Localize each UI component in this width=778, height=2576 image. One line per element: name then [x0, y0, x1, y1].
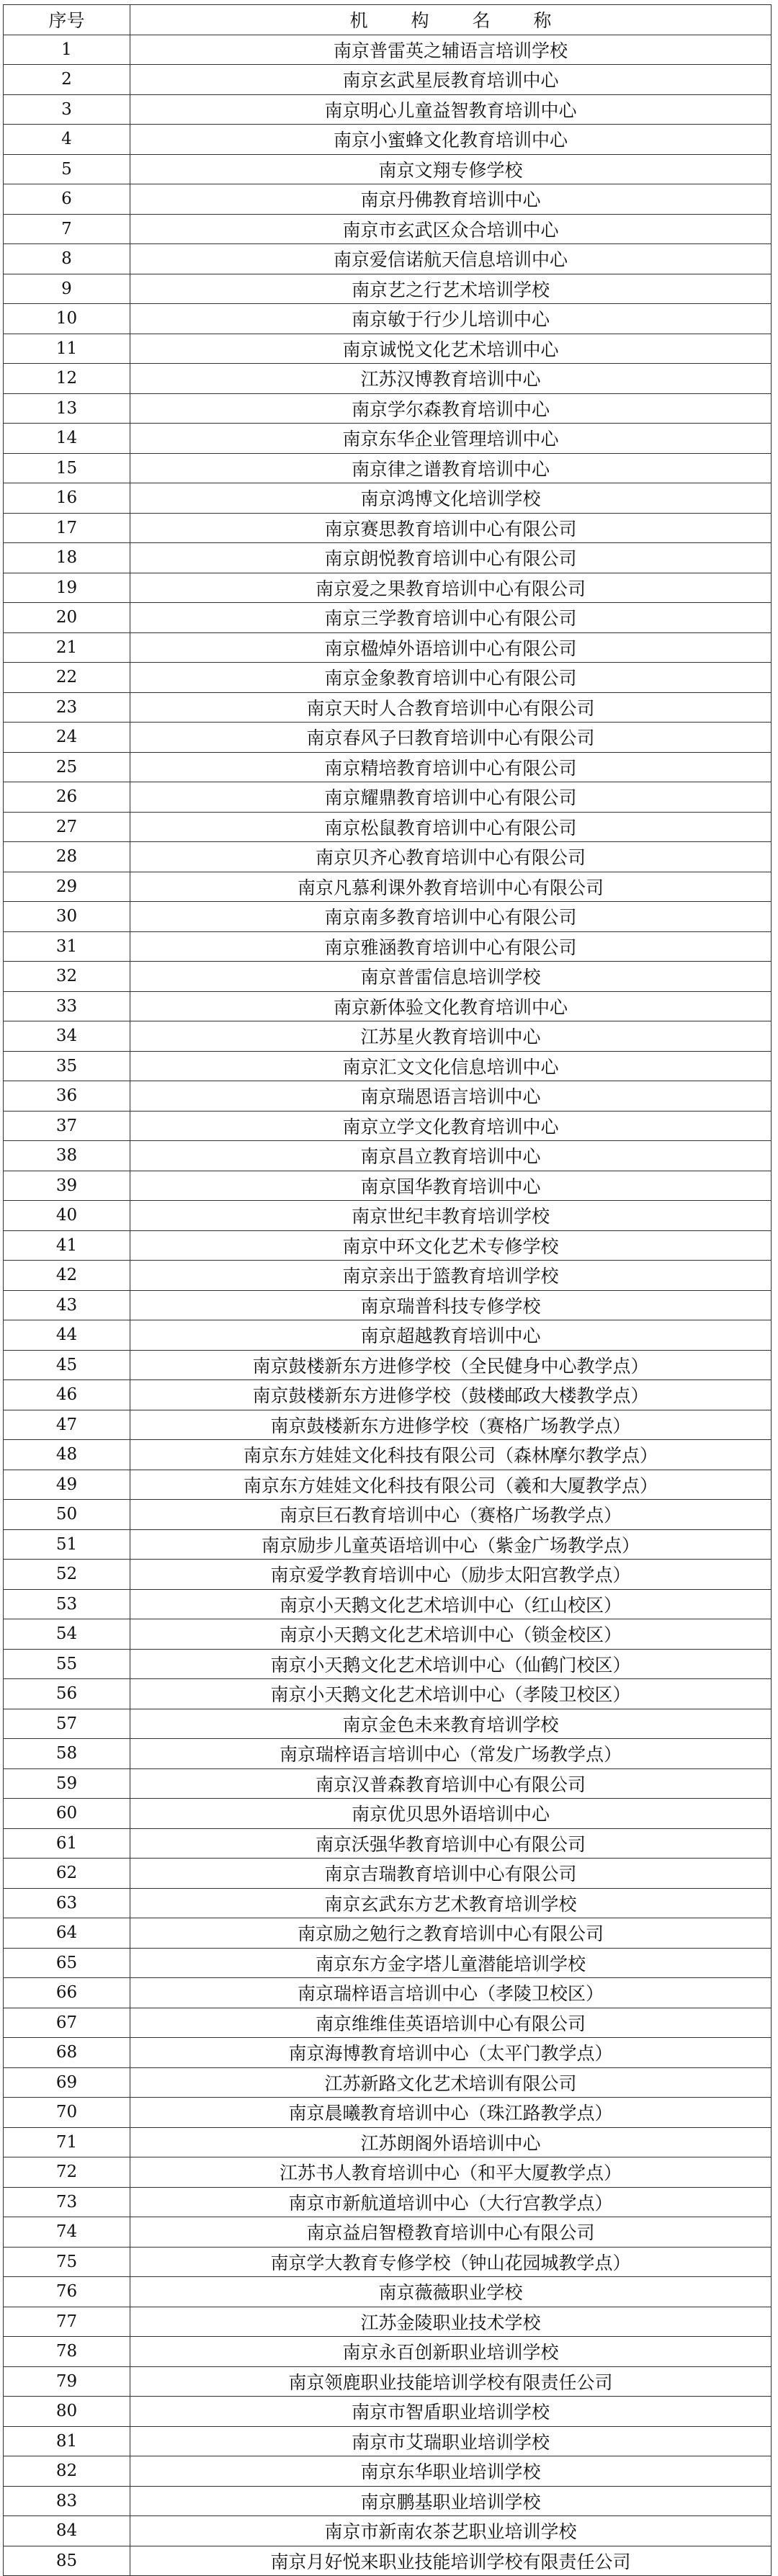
row-index: 37: [4, 1111, 130, 1141]
row-index: 7: [4, 214, 130, 244]
table-row: [4, 2157, 772, 2188]
row-institution-name: 南京海博教育培训中心（太平门教学点）: [130, 2038, 772, 2068]
table-row: [4, 2337, 772, 2367]
table-row: [4, 1500, 772, 1530]
row-index: 41: [4, 1230, 130, 1261]
row-institution-name: 南京东华职业培训学校: [130, 2456, 772, 2487]
table-row: [4, 2067, 772, 2098]
row-index: 39: [4, 1171, 130, 1201]
row-index: 68: [4, 2038, 130, 2068]
table-row: [4, 842, 772, 872]
row-institution-name: 南京东方娃娃文化科技有限公司（森林摩尔教学点）: [130, 1440, 772, 1470]
table-row: [4, 2038, 772, 2068]
table-row: [4, 1978, 772, 2008]
table-row: [4, 2456, 772, 2487]
institution-table: [3, 4, 772, 2576]
table-row: [4, 274, 772, 304]
row-index: 57: [4, 1709, 130, 1739]
row-institution-name: 南京新体验文化教育培训中心: [130, 991, 772, 1021]
table-row: [4, 1230, 772, 1261]
row-institution-name: 南京市新南农茶艺职业培训学校: [130, 2516, 772, 2546]
row-institution-name: 南京律之谱教育培训中心: [130, 453, 772, 483]
row-institution-name: 南京玄武星辰教育培训中心: [130, 65, 772, 95]
row-index: 58: [4, 1739, 130, 1769]
row-institution-name: 南京中环文化艺术专修学校: [130, 1230, 772, 1261]
row-index: 63: [4, 1888, 130, 1918]
row-index: 85: [4, 2546, 130, 2576]
table-row: [4, 424, 772, 454]
row-index: 14: [4, 424, 130, 454]
row-institution-name: 南京赛思教育培训中心有限公司: [130, 513, 772, 543]
row-index: 40: [4, 1201, 130, 1231]
row-index: 70: [4, 2098, 130, 2128]
row-index: 76: [4, 2277, 130, 2307]
row-index: 38: [4, 1141, 130, 1171]
row-institution-name: 南京市智盾职业培训学校: [130, 2397, 772, 2427]
table-row: [4, 2307, 772, 2337]
row-index: 6: [4, 184, 130, 215]
row-institution-name: 南京鼓楼新东方进修学校（鼓楼邮政大楼教学点）: [130, 1380, 772, 1410]
row-institution-name: 南京小蜜蜂文化教育培训中心: [130, 125, 772, 155]
table-row: [4, 692, 772, 723]
table-row: [4, 1739, 772, 1769]
row-institution-name: 南京精培教育培训中心有限公司: [130, 752, 772, 782]
row-index: 64: [4, 1918, 130, 1949]
row-institution-name: 南京学尔森教育培训中心: [130, 393, 772, 424]
row-index: 65: [4, 1948, 130, 1978]
row-institution-name: 南京雅涵教育培训中心有限公司: [130, 931, 772, 962]
row-index: 21: [4, 632, 130, 663]
table-row: [4, 513, 772, 543]
table-row: [4, 663, 772, 693]
row-institution-name: 南京昌立教育培训中心: [130, 1141, 772, 1171]
table-row: [4, 1679, 772, 1709]
table-row: [4, 1290, 772, 1320]
row-index: 32: [4, 962, 130, 992]
table-row: [4, 1619, 772, 1650]
row-institution-name: 南京吉瑞教育培训中心有限公司: [130, 1859, 772, 1889]
table-row: [4, 991, 772, 1021]
row-index: 83: [4, 2486, 130, 2516]
row-institution-name: 南京朗悦教育培训中心有限公司: [130, 543, 772, 573]
row-institution-name: 南京鸿博文化培训学校: [130, 483, 772, 514]
header-index: 序号: [4, 5, 130, 35]
row-index: 79: [4, 2366, 130, 2397]
row-index: 67: [4, 2008, 130, 2038]
row-index: 60: [4, 1799, 130, 1829]
table-row: [4, 1948, 772, 1978]
table-row: [4, 2008, 772, 2038]
row-institution-name: 南京春风子曰教育培训中心有限公司: [130, 723, 772, 753]
row-index: 15: [4, 453, 130, 483]
table-row: [4, 364, 772, 394]
table-row: [4, 1828, 772, 1859]
row-institution-name: 南京市艾瑞职业培训学校: [130, 2426, 772, 2456]
table-row: [4, 632, 772, 663]
row-institution-name: 南京市玄武区众合培训中心: [130, 214, 772, 244]
table-row: [4, 1261, 772, 1291]
table-row: [4, 872, 772, 902]
table-body: [4, 35, 772, 2576]
row-institution-name: 南京学大教育专修学校（钟山花园城教学点）: [130, 2247, 772, 2277]
row-institution-name: 南京励之勉行之教育培训中心有限公司: [130, 1918, 772, 1949]
table-row: [4, 2516, 772, 2546]
row-index: 25: [4, 752, 130, 782]
table-row: [4, 1768, 772, 1799]
row-index: 80: [4, 2397, 130, 2427]
row-index: 16: [4, 483, 130, 514]
row-index: 49: [4, 1470, 130, 1500]
table-row: [4, 1051, 772, 1081]
row-index: 4: [4, 125, 130, 155]
row-institution-name: 南京月好悦来职业技能培训学校有限责任公司: [130, 2546, 772, 2576]
table-row: [4, 2426, 772, 2456]
table-row: [4, 1529, 772, 1560]
row-institution-name: 南京玄武东方艺术教育培训学校: [130, 1888, 772, 1918]
row-institution-name: 南京优贝思外语培训中心: [130, 1799, 772, 1829]
table-row: [4, 603, 772, 633]
row-institution-name: 南京明心儿童益智教育培训中心: [130, 94, 772, 125]
row-institution-name: 南京沃强华教育培训中心有限公司: [130, 1828, 772, 1859]
row-institution-name: 南京汇文文化信息培训中心: [130, 1051, 772, 1081]
table-row: [4, 154, 772, 184]
row-institution-name: 南京超越教育培训中心: [130, 1320, 772, 1351]
row-index: 66: [4, 1978, 130, 2008]
row-institution-name: 南京立学文化教育培训中心: [130, 1111, 772, 1141]
row-institution-name: 南京小天鹅文化艺术培训中心（仙鹤门校区）: [130, 1649, 772, 1679]
row-index: 18: [4, 543, 130, 573]
row-index: 12: [4, 364, 130, 394]
row-index: 22: [4, 663, 130, 693]
table-row: [4, 2277, 772, 2307]
table-row: [4, 782, 772, 813]
table-row: [4, 2187, 772, 2217]
table-row: [4, 1081, 772, 1112]
row-index: 24: [4, 723, 130, 753]
row-institution-name: 南京小天鹅文化艺术培训中心（锁金校区）: [130, 1619, 772, 1650]
table-row: [4, 125, 772, 155]
row-index: 2: [4, 65, 130, 95]
row-institution-name: 江苏新路文化艺术培训有限公司: [130, 2067, 772, 2098]
row-institution-name: 南京敏于行少儿培训中心: [130, 304, 772, 334]
row-institution-name: 南京益启智橙教育培训中心有限公司: [130, 2217, 772, 2248]
row-index: 20: [4, 603, 130, 633]
row-index: 51: [4, 1529, 130, 1560]
row-institution-name: 南京瑞梓语言培训中心（常发广场教学点）: [130, 1739, 772, 1769]
table-row: [4, 65, 772, 95]
table-row: [4, 2217, 772, 2248]
table-row: [4, 2397, 772, 2427]
row-index: 5: [4, 154, 130, 184]
row-index: 61: [4, 1828, 130, 1859]
table-row: [4, 2127, 772, 2157]
row-index: 56: [4, 1679, 130, 1709]
row-institution-name: 南京东方娃娃文化科技有限公司（羲和大厦教学点）: [130, 1470, 772, 1500]
row-institution-name: 南京松鼠教育培训中心有限公司: [130, 812, 772, 842]
row-institution-name: 南京金象教育培训中心有限公司: [130, 663, 772, 693]
row-institution-name: 南京鼓楼新东方进修学校（全民健身中心教学点）: [130, 1350, 772, 1380]
row-institution-name: 南京艺之行艺术培训学校: [130, 274, 772, 304]
row-index: 11: [4, 334, 130, 364]
row-institution-name: 南京南多教育培训中心有限公司: [130, 902, 772, 932]
table-row: [4, 902, 772, 932]
table-row: [4, 1470, 772, 1500]
row-index: 53: [4, 1589, 130, 1619]
table-row: [4, 2247, 772, 2277]
header-name: 机 构 名 称: [130, 5, 772, 35]
row-institution-name: 南京鹏基职业培训学校: [130, 2486, 772, 2516]
row-index: 47: [4, 1410, 130, 1440]
row-index: 72: [4, 2157, 130, 2188]
table-row: [4, 94, 772, 125]
row-institution-name: 南京贝齐心教育培训中心有限公司: [130, 842, 772, 872]
row-institution-name: 南京晨曦教育培训中心（珠江路教学点）: [130, 2098, 772, 2128]
row-index: 82: [4, 2456, 130, 2487]
table-row: [4, 2546, 772, 2576]
table-row: [4, 1171, 772, 1201]
row-index: 81: [4, 2426, 130, 2456]
table-row: [4, 1111, 772, 1141]
row-institution-name: 南京凡慕利课外教育培训中心有限公司: [130, 872, 772, 902]
table-row: [4, 1859, 772, 1889]
row-index: 43: [4, 1290, 130, 1320]
row-index: 54: [4, 1619, 130, 1650]
row-institution-name: 江苏汉博教育培训中心: [130, 364, 772, 394]
table-row: [4, 1560, 772, 1590]
row-index: 73: [4, 2187, 130, 2217]
row-institution-name: 南京金色未来教育培训学校: [130, 1709, 772, 1739]
table-row: [4, 931, 772, 962]
row-index: 62: [4, 1859, 130, 1889]
row-index: 84: [4, 2516, 130, 2546]
table-row: [4, 573, 772, 603]
row-index: 1: [4, 35, 130, 65]
table-row: [4, 1888, 772, 1918]
row-index: 29: [4, 872, 130, 902]
row-index: 30: [4, 902, 130, 932]
row-institution-name: 江苏朗阁外语培训中心: [130, 2127, 772, 2157]
table-row: [4, 1440, 772, 1470]
table-row: [4, 1320, 772, 1351]
row-institution-name: 南京小天鹅文化艺术培训中心（孝陵卫校区）: [130, 1679, 772, 1709]
table-row: [4, 1350, 772, 1380]
row-index: 27: [4, 812, 130, 842]
table-row: [4, 35, 772, 65]
row-index: 3: [4, 94, 130, 125]
row-index: 42: [4, 1261, 130, 1291]
row-index: 23: [4, 692, 130, 723]
row-index: 75: [4, 2247, 130, 2277]
table-row: [4, 483, 772, 514]
table-row: [4, 2098, 772, 2128]
table-row: [4, 1141, 772, 1171]
row-institution-name: 南京天时人合教育培训中心有限公司: [130, 692, 772, 723]
table-row: [4, 2486, 772, 2516]
row-index: 34: [4, 1021, 130, 1052]
row-institution-name: 南京普雷英之辅语言培训学校: [130, 35, 772, 65]
row-index: 71: [4, 2127, 130, 2157]
row-institution-name: 南京爱学教育培训中心（励步太阳宫教学点）: [130, 1560, 772, 1590]
row-institution-name: 南京瑞梓语言培训中心（孝陵卫校区）: [130, 1978, 772, 2008]
row-index: 26: [4, 782, 130, 813]
table-row: [4, 1799, 772, 1829]
table-row: [4, 1380, 772, 1410]
table-row: [4, 1201, 772, 1231]
row-index: 8: [4, 244, 130, 274]
row-institution-name: 江苏书人教育培训中心（和平大厦教学点）: [130, 2157, 772, 2188]
table-row: [4, 812, 772, 842]
table-row: [4, 723, 772, 753]
table-row: [4, 304, 772, 334]
row-index: 33: [4, 991, 130, 1021]
row-index: 10: [4, 304, 130, 334]
row-index: 31: [4, 931, 130, 962]
row-institution-name: 南京东方金字塔儿童潜能培训学校: [130, 1948, 772, 1978]
row-institution-name: 南京丹佛教育培训中心: [130, 184, 772, 215]
row-institution-name: 南京文翔专修学校: [130, 154, 772, 184]
row-index: 74: [4, 2217, 130, 2248]
row-institution-name: 南京领鹿职业技能培训学校有限责任公司: [130, 2366, 772, 2397]
row-index: 44: [4, 1320, 130, 1351]
row-institution-name: 南京亲出于篮教育培训学校: [130, 1261, 772, 1291]
row-index: 46: [4, 1380, 130, 1410]
row-institution-name: 南京维维佳英语培训中心有限公司: [130, 2008, 772, 2038]
row-index: 28: [4, 842, 130, 872]
table-row: [4, 334, 772, 364]
row-index: 19: [4, 573, 130, 603]
row-institution-name: 南京三学教育培训中心有限公司: [130, 603, 772, 633]
row-institution-name: 南京爱信诺航天信息培训中心: [130, 244, 772, 274]
row-index: 45: [4, 1350, 130, 1380]
row-institution-name: 南京爱之果教育培训中心有限公司: [130, 573, 772, 603]
row-index: 17: [4, 513, 130, 543]
row-institution-name: 南京瑞恩语言培训中心: [130, 1081, 772, 1112]
table-row: [4, 1021, 772, 1052]
table-row: [4, 962, 772, 992]
row-index: 35: [4, 1051, 130, 1081]
row-index: 69: [4, 2067, 130, 2098]
row-institution-name: 南京耀鼎教育培训中心有限公司: [130, 782, 772, 813]
row-index: 59: [4, 1768, 130, 1799]
table-row: [4, 1589, 772, 1619]
table-row: [4, 1410, 772, 1440]
row-index: 78: [4, 2337, 130, 2367]
row-index: 48: [4, 1440, 130, 1470]
table-row: [4, 453, 772, 483]
row-institution-name: 南京世纪丰教育培训学校: [130, 1201, 772, 1231]
row-index: 36: [4, 1081, 130, 1112]
row-institution-name: 南京鼓楼新东方进修学校（赛格广场教学点）: [130, 1410, 772, 1440]
table-row: [4, 1709, 772, 1739]
row-institution-name: 南京普雷信息培训学校: [130, 962, 772, 992]
table-row: [4, 1918, 772, 1949]
row-institution-name: 南京薇薇职业学校: [130, 2277, 772, 2307]
row-index: 52: [4, 1560, 130, 1590]
row-institution-name: 南京励步儿童英语培训中心（紫金广场教学点）: [130, 1529, 772, 1560]
table-header-row: [4, 5, 772, 35]
table-row: [4, 244, 772, 274]
row-index: 9: [4, 274, 130, 304]
row-index: 13: [4, 393, 130, 424]
row-institution-name: 南京国华教育培训中心: [130, 1171, 772, 1201]
row-index: 50: [4, 1500, 130, 1530]
row-institution-name: 南京永百创新职业培训学校: [130, 2337, 772, 2367]
row-institution-name: 南京诚悦文化艺术培训中心: [130, 334, 772, 364]
row-institution-name: 南京市新航道培训中心（大行宫教学点）: [130, 2187, 772, 2217]
row-institution-name: 南京汉普森教育培训中心有限公司: [130, 1768, 772, 1799]
row-institution-name: 南京巨石教育培训中心（赛格广场教学点）: [130, 1500, 772, 1530]
row-institution-name: 江苏星火教育培训中心: [130, 1021, 772, 1052]
row-index: 77: [4, 2307, 130, 2337]
table-row: [4, 752, 772, 782]
table-row: [4, 2366, 772, 2397]
row-institution-name: 南京楹焯外语培训中心有限公司: [130, 632, 772, 663]
row-index: 55: [4, 1649, 130, 1679]
row-institution-name: 南京小天鹅文化艺术培训中心（红山校区）: [130, 1589, 772, 1619]
row-institution-name: 南京东华企业管理培训中心: [130, 424, 772, 454]
table-row: [4, 184, 772, 215]
table-row: [4, 543, 772, 573]
table-row: [4, 1649, 772, 1679]
table-row: [4, 393, 772, 424]
row-institution-name: 江苏金陵职业技术学校: [130, 2307, 772, 2337]
table-row: [4, 214, 772, 244]
row-institution-name: 南京瑞普科技专修学校: [130, 1290, 772, 1320]
